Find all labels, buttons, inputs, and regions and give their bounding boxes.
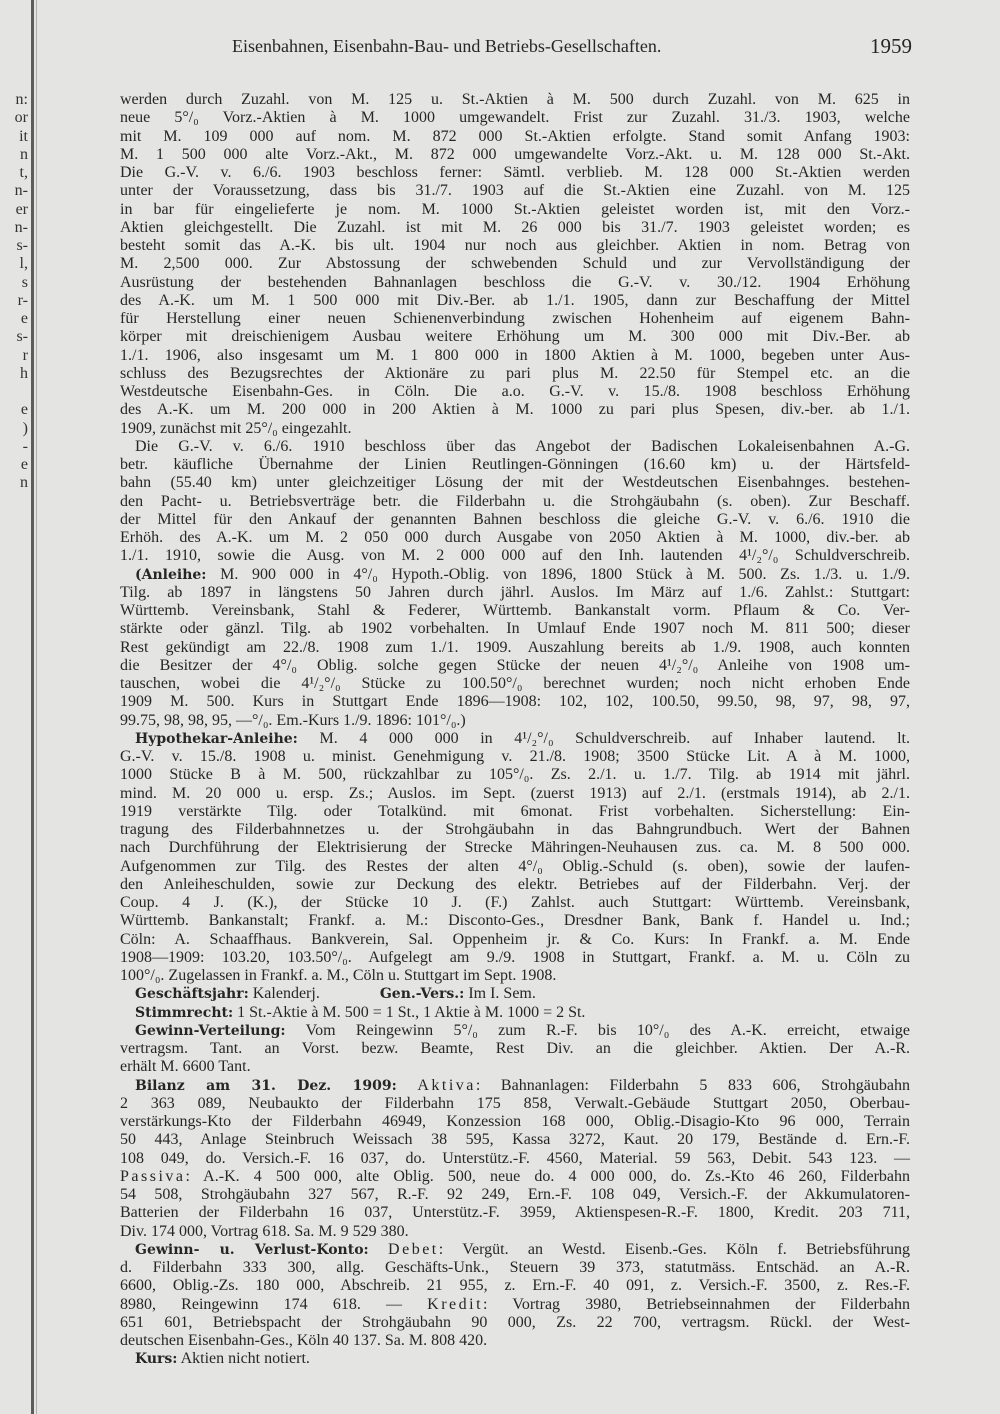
text-run: Cöln: A. Schaaffhaus. Bankverein, Sal. Oppenheim jr. & Co. Kurs: In Frankf. a. M. Ende bbox=[120, 930, 910, 948]
text-run: M. 2,500 000. Zur Abstossung der schwebenden Schuld und zur Vervollständigung der bbox=[120, 255, 910, 273]
text-run: d. Filderbahn 333 300, allg. Geschäfts-Unk., Steuern 39 373, statutmäss. Entschäd. an A.-R. bbox=[120, 1259, 910, 1276]
text-run: 8980, Reingewinn 174 618. — bbox=[120, 1295, 428, 1313]
text-line bbox=[120, 1150, 910, 1168]
text-line bbox=[120, 584, 910, 602]
margin-fragment: n: bbox=[15, 91, 28, 108]
text-line bbox=[120, 967, 910, 985]
text-run bbox=[369, 1241, 388, 1258]
text-line bbox=[120, 255, 910, 273]
text-run: tragung des Filderbahnnetzes u. der Strohgäubahn in das Bahngrundbuch. Wert der Bahnen bbox=[120, 821, 910, 838]
text-run: der Mittel für den Ankauf der genannten Bahnen beschloss die gleiche G.-V. v. 6./6. 1910 die bbox=[120, 510, 910, 528]
running-header bbox=[120, 36, 910, 60]
spaced-label: Kredit bbox=[427, 1295, 484, 1313]
text-run: 1./1. 1910, sowie die Ausg. von M. 2 000 000 auf den Inh. lautenden 4¹/₂°/₀ Schuldverschreib. bbox=[120, 547, 910, 565]
margin-fragment: it bbox=[19, 127, 28, 145]
text-line bbox=[120, 274, 910, 292]
section-heading: Bilanz am 31. Dez. 1909: bbox=[135, 1077, 397, 1094]
section-heading: (Anleihe: bbox=[135, 566, 207, 583]
text-line bbox=[120, 693, 910, 711]
text-line bbox=[120, 639, 910, 657]
text-run: Kalenderj. bbox=[248, 985, 320, 1003]
text-run: 1908—1909: 103.20, 103.50°/₀. Aufgelegt am 9./9. 1908 in Stuttgart, Frankf. a. M. u. Cöln zu bbox=[120, 948, 910, 966]
section-heading: Gewinn-Verteilung: bbox=[135, 1022, 286, 1039]
text-line bbox=[120, 109, 910, 127]
text-line bbox=[120, 803, 910, 821]
text-run: erhält M. 6600 Tant. bbox=[120, 1058, 251, 1076]
text-line bbox=[120, 1168, 910, 1186]
spaced-label: Passiva bbox=[120, 1167, 186, 1185]
text-line bbox=[120, 182, 910, 200]
margin-fragment bbox=[0, 383, 28, 401]
section-heading: Geschäftsjahr: bbox=[135, 986, 249, 1003]
text-run: tauschen, wobei die 4¹/₂°/₀ Stücke zu 100.50°/₀ berechnet wurden; noch nicht erhoben Ende bbox=[120, 675, 910, 692]
text-line bbox=[120, 365, 910, 383]
text-run: den Anleiheschulden, sowie zur Deckung des elektr. Betriebes auf der Filderbahn. Verj. der bbox=[120, 875, 910, 893]
text-run: den Pacht- u. Betriebsverträge betr. die Filderbahn u. die Strohgäubahn (s. oben). Zur Beschaff. bbox=[120, 492, 910, 510]
text-run: 1000 Stücke B à M. 500, rückzahlbar zu 105°/₀. Zs. 2./1. u. 1./7. Tilg. ab 1914 mit jährl. bbox=[120, 766, 910, 784]
text-run: 99.75, 98, 98, 95, —°/₀. Em.-Kurs 1./9. 1896: 101°/₀.) bbox=[120, 711, 466, 729]
text-run: schluss des Bezugsrechtes der Aktionäre zu pari plus M. 22.50 für Stempel etc. an die bbox=[120, 364, 910, 382]
text-line bbox=[120, 675, 910, 693]
text-run: 1./1. 1906, also insgesamt um M. 1 800 000 in 1800 Aktien à M. 1000, begeben unter Aus- bbox=[120, 346, 910, 364]
text-line bbox=[120, 1058, 910, 1076]
margin-fragment: e bbox=[20, 401, 28, 419]
text-line bbox=[120, 420, 910, 438]
text-run: Württemb. Bankanstalt; Frankf. a. M.: Disconto-Ges., Dresdner Bank, Bank f. Handel u. Ind.; bbox=[120, 912, 910, 930]
text-run: werden durch Zuzahl. von M. 125 u. St.-Aktien à M. 500 durch Zuzahl. von M. 625 in bbox=[120, 91, 910, 108]
margin-fragment: s- bbox=[16, 328, 28, 346]
text-run: : A.-K. 4 500 000, alte Oblig. 500, neue do. 4 000 000, do. Zs.-Kto 46 260, Filderbahn bbox=[185, 1167, 910, 1185]
text-line bbox=[120, 146, 910, 164]
text-run: Rest gekündigt am 22./8. 1908 zum 1./1. 1909. Auszahlung bereits ab 1./9. 1908, auch konnten bbox=[120, 638, 910, 656]
text-run: M. 1 500 000 alte Vorz.-Akt., M. 872 000 umgewandelte Vorz.-Akt. u. M. 128 000 St.-Akt. bbox=[120, 145, 910, 163]
text-run bbox=[397, 1077, 418, 1094]
text-line bbox=[120, 128, 910, 146]
text-run: in bar für eingelieferte je nom. M. 1000 St.-Aktien geleistet worden ist, mit den Vorz.- bbox=[120, 200, 910, 218]
text-run: M. 4 000 000 in 4¹/₂°/₀ Schuldverschreib. auf Inhaber lautend. lt. bbox=[297, 729, 910, 747]
text-run: G.-V. v. 15./8. 1908 u. minist. Genehmigung v. 21./8. 1908; 3500 Stücke Lit. A à M. 1000, bbox=[120, 748, 910, 765]
text-run: für Herstellung einer neuen Schienenverbindung zwischen Hohenheim auf eigenem Bahn- bbox=[120, 310, 910, 327]
text-line bbox=[120, 1004, 910, 1022]
text-run: 108 049, do. Versich.-F. 16 037, do. Unterstütz.-F. 4560, Material. 59 563, Debit. 543 123. — bbox=[120, 1149, 910, 1167]
text-run: : Vergüt. an Westd. Eisenb.-Ges. Köln f. Betriebsführung bbox=[438, 1240, 910, 1258]
text-line bbox=[120, 1296, 910, 1314]
spaced-label: Debet bbox=[388, 1240, 439, 1258]
text-run: 1919 verstärkte Tilg. oder Totalkünd. mit 6monat. Frist vorbehalten. Sicherstellung: Ein- bbox=[120, 802, 910, 820]
text-line bbox=[120, 985, 910, 1003]
section-heading: Gewinn- u. Verlust-Konto: bbox=[135, 1241, 369, 1258]
text-line bbox=[120, 748, 910, 766]
text-line bbox=[120, 237, 910, 255]
text-run: vertragsm. Tant. an Vorst. bezw. Beamte, Rest Div. an die gleichber. Aktien. Der A.-R. bbox=[120, 1040, 910, 1057]
margin-fragment: e bbox=[20, 310, 28, 327]
text-line bbox=[120, 164, 910, 182]
text-run: körper mit dreischienigem Ausbau weitere Erhöhung um M. 300 000 mit Div.-Ber. ab bbox=[120, 328, 910, 346]
margin-fragment: s- bbox=[16, 237, 28, 254]
text-line bbox=[120, 219, 910, 237]
text-line bbox=[120, 876, 910, 894]
text-run: des A.-K. um M. 200 000 in 200 Aktien à M. 1000 zu pari plus Spesen, div.-ber. ab 1./1. bbox=[120, 401, 910, 419]
text-run: Batterien der Filderbahn 16 037, Unterstütz.-F. 3959, Aktienspesen-R.-F. 1800, Kredit. 203 711, bbox=[120, 1204, 910, 1222]
text-line bbox=[120, 1040, 910, 1058]
text-line bbox=[120, 821, 910, 839]
text-run: Aufgenommen zur Tilg. des Restes der alten 4°/₀ Oblig.-Schuld (s. oben), sowie der laufen- bbox=[120, 857, 910, 875]
text-run: 50 443, Anlage Steinbruch Weissach 38 595, Kassa 3272, Kaut. 20 179, Bestände d. Ern.-F. bbox=[120, 1131, 910, 1149]
text-run: betr. käufliche Übernahme der Linien Reutlingen-Gönningen (16.60 km) u. der Härtsfeld- bbox=[120, 456, 910, 473]
text-run: : Bahnanlagen: Filderbahn 5 833 606, Strohgäubahn bbox=[475, 1076, 911, 1094]
text-run: Erhöh. des A.-K. um M. 2 050 000 durch Ausgabe von 2050 Aktien à M. 1000, div.-ber. ab bbox=[120, 529, 910, 546]
text-run: Württemb. Vereinsbank, Stahl & Federer, Württemb. Bankanstalt vorm. Pflaum & Co. Ver- bbox=[120, 602, 910, 619]
text-line bbox=[120, 328, 910, 346]
text-run: stärkte oder gänzl. Tilg. ab 1902 vorbehalten. In Umlauf Ende 1907 noch M. 811 500; dieser bbox=[120, 620, 910, 638]
text-line bbox=[120, 839, 910, 857]
text-line bbox=[120, 292, 910, 310]
page-binding-shadow bbox=[36, 0, 37, 1414]
text-line bbox=[120, 785, 910, 803]
text-run: M. 900 000 in 4°/₀ Hypoth.-Oblig. von 1896, 1800 Stück à M. 500. Zs. 1./3. u. 1./9. bbox=[206, 565, 910, 583]
margin-fragment: - bbox=[22, 437, 28, 455]
text-line bbox=[120, 912, 910, 930]
margin-fragment: ) bbox=[22, 419, 28, 437]
text-line bbox=[120, 712, 910, 730]
text-run: bahn (55.40 km) unter gleichzeitiger Lösung der mit der Westdeutschen Eisenbahnges. bestehen- bbox=[120, 474, 910, 492]
text-run: Die G.-V. v. 6./6. 1910 beschloss über das Angebot der Badischen Lokaleisenbahnen A.-G. bbox=[135, 437, 910, 455]
margin-fragment: e bbox=[20, 456, 28, 473]
text-run: die Besitzer der 4°/₀ Oblig. solche gegen Stücke der neuen 4¹/₂°/₀ Anleihe von 1908 um- bbox=[120, 656, 910, 674]
margin-fragment: r bbox=[22, 346, 28, 364]
text-run: besteht somit das A.-K. bis ult. 1904 nur noch aus gleichber. Aktien in nom. Betrag von bbox=[120, 237, 910, 254]
body-text bbox=[120, 91, 910, 1369]
text-run: Die G.-V. v. 6./6. 1903 beschloss ferner: Sämtl. verblieb. M. 128 000 St.-Aktien werden bbox=[120, 164, 910, 181]
section-heading: Kurs: bbox=[135, 1351, 178, 1368]
text-run: 1 St.-Aktie à M. 500 = 1 St., 1 Aktie à M. 1000 = 2 St. bbox=[233, 1003, 586, 1021]
text-line bbox=[120, 566, 910, 584]
text-line bbox=[120, 529, 910, 547]
text-line bbox=[120, 949, 910, 967]
margin-fragment: l, bbox=[19, 255, 28, 273]
text-line bbox=[120, 1314, 910, 1332]
text-line bbox=[120, 1022, 910, 1040]
text-run: 651 601, Betriebspacht der Strohgäubahn 90 000, Zs. 22 700, vertragsm. Rückl. der West- bbox=[120, 1313, 910, 1331]
text-run: neue 5°/₀ Vorz.-Aktien à M. 1000 umgewandelt. Frist zur Zuzahl. 31./3. 1903, welche bbox=[120, 109, 910, 127]
text-run: Aktien gleichgestellt. Die Zuzahl. ist mit M. 26 000 bis 31./7. 1903 geleistet worden; es bbox=[120, 218, 910, 236]
margin-fragment: t, bbox=[19, 164, 28, 181]
section-heading: Gen.-Vers.: bbox=[379, 986, 465, 1003]
text-line bbox=[120, 1077, 910, 1095]
text-run: Tilg. ab 1897 in längstens 50 Jahren durch jährl. Auslos. Im März auf 1./6. Zahlst.: Stuttgart: bbox=[120, 583, 910, 601]
previous-page-margin-fragments bbox=[0, 91, 28, 493]
text-line bbox=[120, 766, 910, 784]
text-line bbox=[120, 1095, 910, 1113]
text-run: 1909 M. 500. Kurs in Stuttgart Ende 1896—1908: 102, 102, 100.50, 99.50, 98, 97, 98, 97, bbox=[120, 693, 910, 711]
text-line bbox=[120, 1241, 910, 1259]
margin-fragment: n- bbox=[14, 182, 28, 200]
margin-fragment: or bbox=[14, 109, 28, 127]
text-run: 1909, zunächst mit 25°/₀ eingezahlt. bbox=[120, 419, 352, 437]
text-line bbox=[120, 730, 910, 748]
text-run: 2 363 089, Neubaukto der Filderbahn 175 858, Verwalt.-Gebäude Stuttgart 2050, Oberbau- bbox=[120, 1094, 910, 1112]
text-run: Div. 174 000, Vortrag 618. Sa. M. 9 529 380. bbox=[120, 1222, 409, 1240]
text-run: Im I. Sem. bbox=[464, 985, 536, 1003]
text-line bbox=[120, 1332, 910, 1350]
text-run: nach Durchführung der Elektrisierung der Strecke Mähringen-Neuhausen zus. ca. M. 8 500 000. bbox=[120, 839, 910, 857]
text-line bbox=[120, 894, 910, 912]
text-line bbox=[120, 1259, 910, 1277]
text-line bbox=[120, 438, 910, 456]
section-heading: Hypothekar-Anleihe: bbox=[135, 730, 298, 747]
text-run: Vom Reingewinn 5°/₀ zum R.-F. bis 10°/₀ des A.-K. erreicht, etwaige bbox=[285, 1021, 910, 1039]
text-run: verstärkungs-Kto der Filderbahn 46949, Konzession 168 000, Oblig.-Disagio-Kto 96 000, Terrain bbox=[120, 1113, 910, 1130]
text-line bbox=[120, 1350, 910, 1368]
text-line bbox=[120, 511, 910, 529]
text-line bbox=[120, 1277, 910, 1295]
section-heading: Stimmrecht: bbox=[135, 1004, 234, 1021]
text-run: : Vortrag 3980, Betriebseinnahmen der Filderbahn bbox=[483, 1295, 910, 1313]
text-line bbox=[120, 401, 910, 419]
text-line bbox=[120, 201, 910, 219]
text-line bbox=[120, 931, 910, 949]
page-binding-edge bbox=[31, 0, 34, 1414]
text-run: mind. M. 20 000 u. ersp. Zs.; Auslos. im Sept. (zuerst 1913) auf 2./1. (erstmals 1914), ab 2./1. bbox=[120, 784, 910, 802]
text-run: Westdeutsche Eisenbahn-Ges. in Cöln. Die a.o. G.-V. v. 15./8. 1908 beschloss Erhöhung bbox=[120, 383, 910, 400]
header-title: Eisenbahnen, Eisenbahn-Bau- und Betriebs-Gesellschaften. bbox=[232, 36, 662, 56]
text-line bbox=[120, 310, 910, 328]
text-run: Ausrüstung der bestehenden Bahnanlagen beschloss die G.-V. v. 30./12. 1904 Erhöhung bbox=[120, 273, 910, 291]
text-run: 54 508, Strohgäubahn 327 567, R.-F. 92 249, Ern.-F. 108 049, Versich.-F. der Akkumulatoren- bbox=[120, 1186, 910, 1203]
margin-fragment: n- bbox=[14, 218, 28, 236]
text-run: Aktien nicht notiert. bbox=[177, 1350, 310, 1368]
margin-fragment: s bbox=[21, 273, 28, 291]
text-line bbox=[120, 657, 910, 675]
text-line bbox=[120, 383, 910, 401]
text-line bbox=[120, 602, 910, 620]
text-run: unter der Voraussetzung, dass bis 31./7. 1903 auf die St.-Aktien eine Zuzahl. von M. 125 bbox=[120, 182, 910, 200]
spaced-label: Aktiva bbox=[417, 1076, 476, 1094]
text-line bbox=[120, 547, 910, 565]
margin-fragment: n bbox=[20, 474, 28, 492]
text-run: 6600, Oblig.-Zs. 180 000, Abschreib. 21 955, z. Ern.-F. 40 091, z. Versich.-F. 3500, z. Res.-F. bbox=[120, 1277, 910, 1295]
text-run: des A.-K. um M. 1 500 000 mit Div.-Ber. ab 1./1. 1905, dann zur Beschaffung der Mittel bbox=[120, 291, 910, 309]
text-line bbox=[120, 91, 910, 109]
text-run: mit M. 109 000 auf nom. M. 872 000 St.-Aktien erfolgte. Stand somit Anfang 1903: bbox=[120, 127, 910, 145]
text-line bbox=[120, 1131, 910, 1149]
page-number: 1959 bbox=[870, 34, 912, 58]
text-line bbox=[120, 1223, 910, 1241]
text-run: deutschen Eisenbahn-Ges., Köln 40 137. Sa. M. 808 420. bbox=[120, 1332, 488, 1349]
text-line bbox=[120, 858, 910, 876]
text-line bbox=[120, 620, 910, 638]
text-line bbox=[120, 1186, 910, 1204]
text-line bbox=[120, 474, 910, 492]
text-line bbox=[120, 1204, 910, 1222]
text-line bbox=[120, 347, 910, 365]
margin-fragment: h bbox=[20, 364, 28, 382]
text-run: Coup. 4 J. (K.), der Stücke 10 J. (F.) Zahlst. auch Stuttgart: Württemb. Vereinsbank, bbox=[120, 894, 910, 911]
text-line bbox=[120, 1113, 910, 1131]
text-line bbox=[120, 493, 910, 511]
margin-fragment: er bbox=[15, 200, 28, 218]
margin-fragment: r- bbox=[17, 291, 28, 309]
margin-fragment: n bbox=[20, 145, 28, 163]
text-run: 100°/₀. Zugelassen in Frankf. a. M., Cöln u. Stuttgart im Sept. 1908. bbox=[120, 967, 557, 984]
text-line bbox=[120, 456, 910, 474]
